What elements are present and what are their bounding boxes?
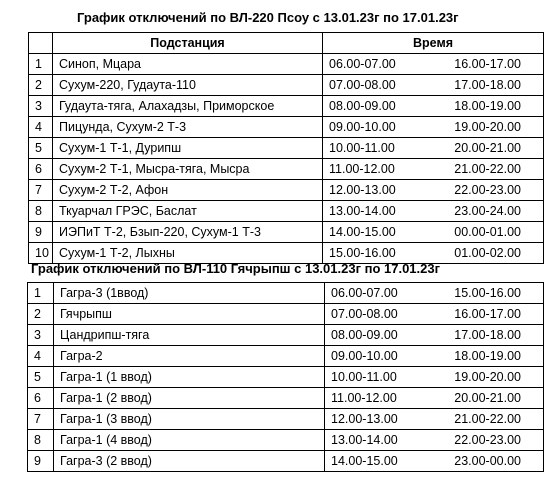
time-cell: [325, 388, 544, 409]
time-slot-second: 21.00-22.00: [454, 411, 521, 426]
table2-schedule: [27, 282, 544, 472]
table-row: [29, 138, 544, 159]
substation-name: Сухум-220, Гудаута-110: [53, 75, 323, 96]
table-row: [29, 54, 544, 75]
substation-name: Гагра-2: [54, 346, 325, 367]
substation-name: Гагра-1 (1 ввод): [54, 367, 325, 388]
table-row: [28, 451, 544, 472]
row-number: 5: [29, 138, 53, 159]
substation-name: Гагра-1 (4 ввод): [54, 430, 325, 451]
time-slot-first: 13.00-14.00: [331, 432, 398, 447]
time-slot-first: 13.00-14.00: [329, 203, 396, 218]
time-cell: [325, 346, 544, 367]
substation-name: Гагра-1 (2 ввод): [54, 388, 325, 409]
row-number: 2: [28, 304, 54, 325]
substation-name: Ткуарчал ГРЭС, Баслат: [53, 201, 323, 222]
table-row: [29, 159, 544, 180]
time-slot-first: 09.00-10.00: [331, 348, 398, 363]
table-row: [28, 367, 544, 388]
substation-name: Сухум-2 Т-2, Афон: [53, 180, 323, 201]
substation-name: Пицунда, Сухум-2 Т-3: [53, 117, 323, 138]
table1-title: График отключений по ВЛ-220 Псоу с 13.01.23г по 17.01.23г: [77, 10, 459, 25]
time-cell: [325, 451, 544, 472]
time-slot-second: 18.00-19.00: [454, 348, 521, 363]
row-number: 3: [28, 325, 54, 346]
row-number: 1: [28, 283, 54, 304]
substation-name: Гагра-3 (1ввод): [54, 283, 325, 304]
row-number: 4: [28, 346, 54, 367]
time-cell: [325, 409, 544, 430]
time-slot-second: 15.00-16.00: [454, 285, 521, 300]
time-slot-first: 14.00-15.00: [331, 453, 398, 468]
time-slot-second: 18.00-19.00: [454, 98, 521, 113]
table1-header-num: [29, 33, 53, 54]
time-slot-first: 11.00-12.00: [331, 390, 397, 405]
substation-name: Гудаута-тяга, Алахадзы, Приморское: [53, 96, 323, 117]
time-slot-first: 08.00-09.00: [331, 327, 398, 342]
table-row: [29, 222, 544, 243]
time-slot-first: 14.00-15.00: [329, 224, 396, 239]
row-number: 6: [29, 159, 53, 180]
time-cell: [325, 367, 544, 388]
time-cell: [323, 54, 544, 75]
substation-name: Сухум-1 Т-1, Дурипш: [53, 138, 323, 159]
time-cell: [325, 430, 544, 451]
substation-name: Цандрипш-тяга: [54, 325, 325, 346]
time-slot-first: 09.00-10.00: [329, 119, 396, 134]
time-slot-second: 19.00-20.00: [454, 119, 521, 134]
substation-name: Синоп, Мцара: [53, 54, 323, 75]
table-row: [29, 180, 544, 201]
time-slot-first: 12.00-13.00: [331, 411, 398, 426]
time-slot-first: 07.00-08.00: [329, 77, 396, 92]
substation-name: Гагра-3 (2 ввод): [54, 451, 325, 472]
substation-name: Сухум-2 Т-1, Мысра-тяга, Мысра: [53, 159, 323, 180]
time-cell: [323, 180, 544, 201]
time-slot-first: 07.00-08.00: [331, 306, 398, 321]
row-number: 10: [29, 243, 53, 264]
time-cell: [325, 325, 544, 346]
time-cell: [325, 304, 544, 325]
time-slot-first: 12.00-13.00: [329, 182, 396, 197]
time-slot-second: 22.00-23.00: [454, 182, 521, 197]
time-slot-second: 00.00-01.00: [454, 224, 521, 239]
time-cell: [323, 117, 544, 138]
table-row: [28, 304, 544, 325]
row-number: 4: [29, 117, 53, 138]
table-row: [28, 346, 544, 367]
table-row: [29, 117, 544, 138]
time-cell: [323, 138, 544, 159]
time-slot-second: 20.00-21.00: [454, 390, 521, 405]
table-row: [28, 283, 544, 304]
time-slot-first: 15.00-16.00: [329, 245, 396, 260]
time-slot-second: 17.00-18.00: [454, 327, 521, 342]
table2-title: График отключений по ВЛ-110 Гячрыпш с 13.01.23г по 17.01.23г: [31, 261, 441, 276]
time-slot-first: 10.00-11.00: [329, 140, 395, 155]
table-row: [29, 75, 544, 96]
time-slot-first: 06.00-07.00: [331, 285, 398, 300]
time-slot-first: 06.00-07.00: [329, 56, 396, 71]
row-number: 1: [29, 54, 53, 75]
table-row: [28, 325, 544, 346]
time-slot-second: 01.00-02.00: [454, 245, 521, 260]
substation-name: Сухум-1 Т-2, Лыхны: [53, 243, 323, 264]
time-slot-first: 08.00-09.00: [329, 98, 396, 113]
table-row: [29, 96, 544, 117]
row-number: 7: [29, 180, 53, 201]
time-cell: [325, 283, 544, 304]
table-row: [28, 430, 544, 451]
row-number: 7: [28, 409, 54, 430]
row-number: 5: [28, 367, 54, 388]
time-cell: [323, 201, 544, 222]
time-slot-second: 20.00-21.00: [454, 140, 521, 155]
substation-name: ИЭПиТ Т-2, Бзып-220, Сухум-1 Т-3: [53, 222, 323, 243]
table-row: [29, 201, 544, 222]
table-row: [28, 409, 544, 430]
row-number: 9: [29, 222, 53, 243]
time-cell: [323, 96, 544, 117]
row-number: 9: [28, 451, 54, 472]
substation-name: Гагра-1 (3 ввод): [54, 409, 325, 430]
time-slot-second: 22.00-23.00: [454, 432, 521, 447]
time-slot-second: 23.00-24.00: [454, 203, 521, 218]
time-slot-second: 21.00-22.00: [454, 161, 521, 176]
time-slot-second: 16.00-17.00: [454, 306, 521, 321]
table1-schedule: [28, 32, 544, 264]
table1-header-row: [29, 33, 544, 54]
table-row: [28, 388, 544, 409]
row-number: 6: [28, 388, 54, 409]
time-cell: [323, 159, 544, 180]
row-number: 2: [29, 75, 53, 96]
time-slot-second: 23.00-00.00: [454, 453, 521, 468]
time-cell: [323, 222, 544, 243]
time-slot-second: 19.00-20.00: [454, 369, 521, 384]
time-slot-first: 11.00-12.00: [329, 161, 395, 176]
time-slot-first: 10.00-11.00: [331, 369, 397, 384]
table1-header-substation: Подстанция: [53, 33, 323, 54]
row-number: 3: [29, 96, 53, 117]
table1-header-time: Время: [323, 33, 544, 54]
row-number: 8: [29, 201, 53, 222]
row-number: 8: [28, 430, 54, 451]
time-slot-second: 16.00-17.00: [454, 56, 521, 71]
time-slot-second: 17.00-18.00: [454, 77, 521, 92]
time-cell: [323, 75, 544, 96]
substation-name: Гячрыпш: [54, 304, 325, 325]
